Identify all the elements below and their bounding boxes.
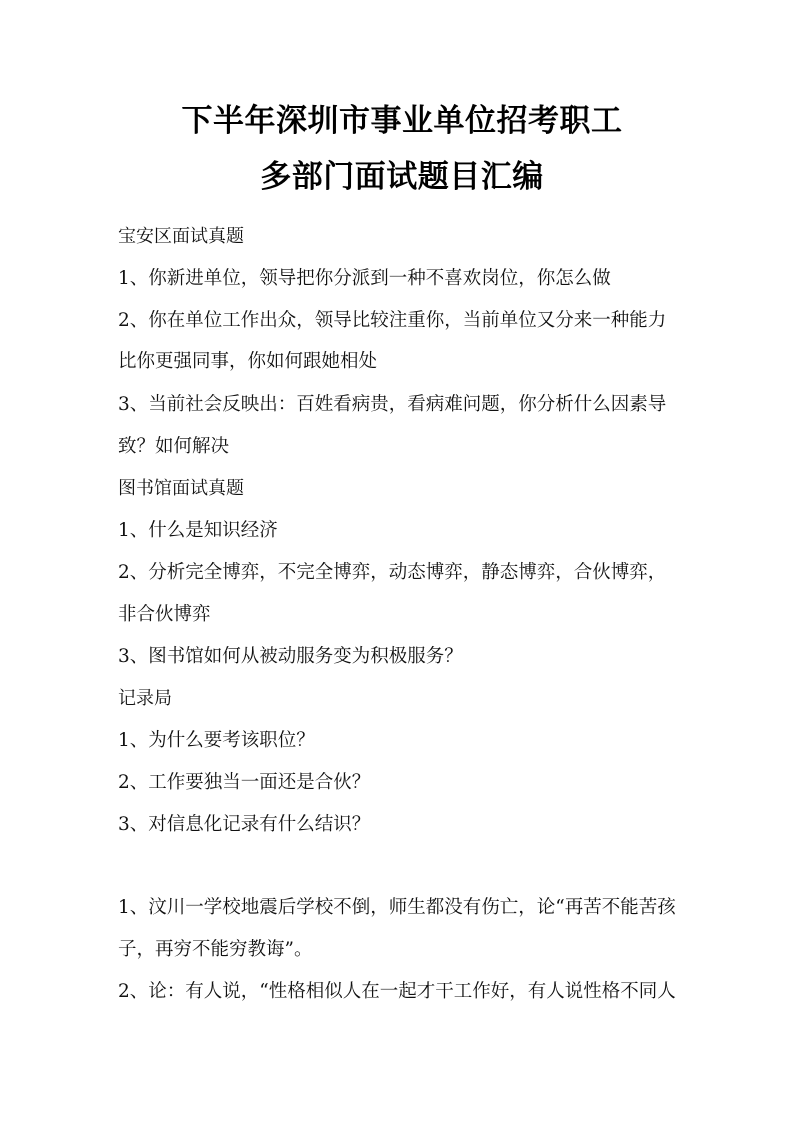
question-line: 2、工作要独当一面还是合伙？ bbox=[118, 772, 371, 793]
question-line: 3、当前社会反映出：百姓看病贵，看病难问题，你分析什么因素导 bbox=[118, 394, 667, 415]
question-line: 3、对信息化记录有什么结识？ bbox=[118, 814, 371, 835]
question-line: 2、论：有人说，“性格相似人在一起才干工作好，有人说性格不同人 bbox=[118, 981, 676, 1002]
question-line: 1、你新进单位，领导把你分派到一种不喜欢岗位，你怎么做 bbox=[118, 268, 611, 289]
section-heading-records: 记录局 bbox=[118, 688, 172, 709]
question-line: 1、为什么要考该职位？ bbox=[118, 730, 315, 751]
question-line: 比你更强同事，你如何跟她相处 bbox=[118, 351, 378, 372]
question-line: 1、汶川一学校地震后学校不倒，师生都没有伤亡，论“再苦不能苦孩 bbox=[118, 897, 676, 918]
question-line: 2、你在单位工作出众，领导比较注重你，当前单位又分来一种能力 bbox=[118, 310, 667, 331]
question-line: 非合伙博弈 bbox=[118, 604, 211, 625]
question-line: 1、什么是知识经济 bbox=[118, 520, 278, 541]
section-heading-baoan: 宝安区面试真题 bbox=[118, 226, 244, 247]
question-line: 子，再穷不能穷教诲”。 bbox=[118, 939, 313, 960]
document-title-line-1: 下半年深圳市事业单位招考职工 bbox=[181, 103, 623, 139]
section-heading-library: 图书馆面试真题 bbox=[118, 478, 244, 499]
question-line: 3、图书馆如何从被动服务变为积极服务？ bbox=[118, 646, 463, 667]
question-line: 2、分析完全博弈，不完全博弈，动态博弈，静态博弈，合伙博弈， bbox=[118, 562, 667, 583]
document-title-line-2: 多部门面试题目汇编 bbox=[260, 159, 544, 195]
question-line: 致？如何解决 bbox=[118, 436, 230, 457]
